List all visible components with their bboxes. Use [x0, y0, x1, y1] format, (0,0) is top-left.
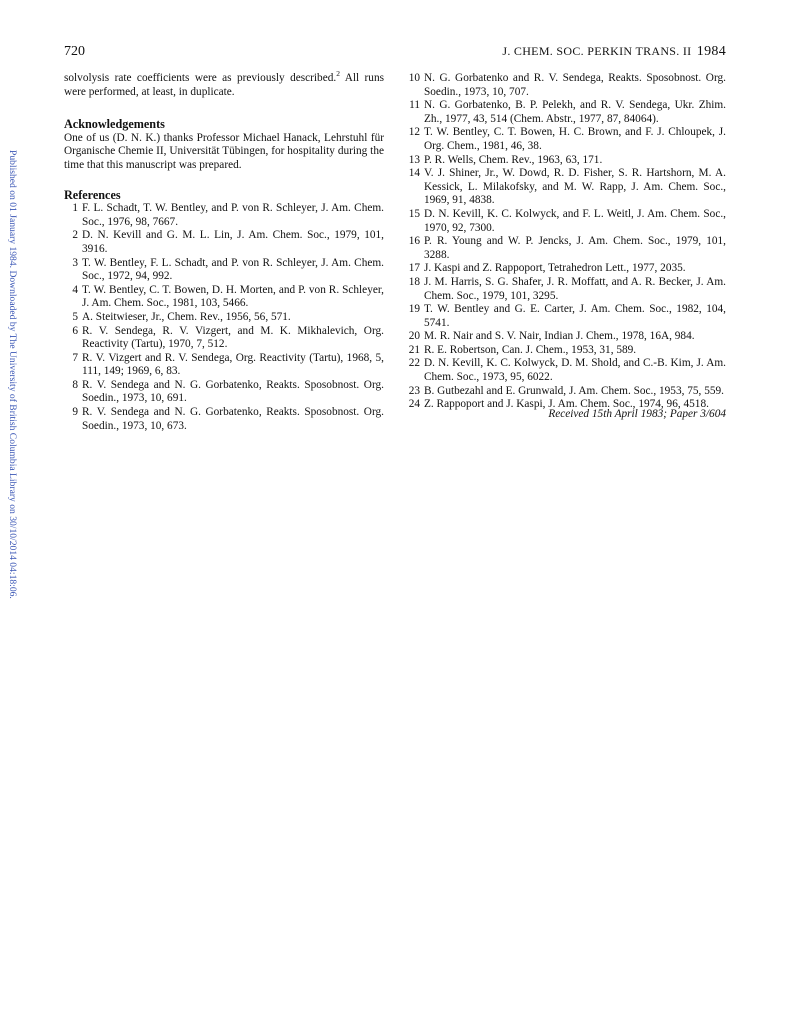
reference-text: D. N. Kevill, K. C. Kolwyck, D. M. Shold, and C.-B. Kim, J. Am. Chem. Soc., 1973, 95, 6022.: [424, 357, 726, 384]
journal-name: J. CHEM. SOC. PERKIN TRANS. II: [502, 44, 692, 58]
reference-number: 10: [408, 72, 420, 84]
reference-item: [406, 330, 726, 344]
intro-text-2: All runs were performed, at least, in duplicate.: [64, 72, 385, 98]
reference-text: B. Gutbezahl and E. Grunwald, J. Am. Chem. Soc., 1953, 75, 559.: [424, 384, 724, 397]
reference-number: 24: [408, 398, 420, 411]
reference-text: M. R. Nair and S. V. Nair, Indian J. Chem., 1978, 16A, 984.: [424, 330, 695, 343]
reference-text: T. W. Bentley and G. E. Carter, J. Am. Chem. Soc., 1982, 104, 5741.: [424, 303, 726, 329]
reference-item: [64, 257, 384, 284]
reference-number: 8: [72, 378, 78, 391]
reference-text: A. Steitwieser, Jr., Chem. Rev., 1956, 56, 571.: [82, 310, 291, 323]
reference-item: [406, 385, 726, 399]
reference-number: 20: [408, 330, 420, 343]
reference-number: 2: [72, 229, 78, 242]
reference-number: 7: [72, 351, 78, 364]
reference-number: 9: [72, 406, 78, 419]
references-heading: References: [64, 187, 121, 202]
reference-text: Z. Rappoport and J. Kaspi, J. Am. Chem. Soc., 1974, 96, 4518.: [424, 398, 709, 411]
reference-number: 22: [408, 357, 420, 370]
journal-year: 1984: [696, 44, 726, 59]
reference-text: P. R. Young and W. P. Jencks, J. Am. Chem. Soc., 1979, 101, 3288.: [424, 235, 726, 261]
reference-number: 19: [408, 303, 420, 316]
reference-item: [406, 167, 726, 208]
acknowledgements-text: One of us (D. N. K.) thanks Professor Michael Hanack, Lehrstuhl für Organische Chemie II, Universität Tübingen, for hospitality during the time that this manuscript was prepared.: [64, 131, 384, 171]
reference-text: R. V. Vizgert and R. V. Sendega, Org. Reactivity (Tartu), 1968, 5, 111, 149; 1969, 6, 83.: [82, 351, 384, 378]
reference-item: [64, 379, 384, 406]
left-column: [64, 69, 385, 433]
reference-item: [406, 344, 726, 358]
reference-text: N. G. Gorbatenko and R. V. Sendega, Reakts. Sposobnost. Org. Soedin., 1973, 10, 707.: [424, 72, 726, 98]
reference-list-right: [406, 72, 726, 412]
right-column: [406, 72, 726, 412]
journal-running-head: [502, 44, 726, 60]
reference-number: 4: [72, 283, 78, 296]
reference-number: 6: [72, 324, 78, 337]
intro-text-1: solvolysis rate coefficients were as previously described.: [64, 72, 337, 84]
reference-item: [64, 229, 384, 256]
reference-item: [64, 311, 384, 325]
reference-number: 18: [408, 275, 420, 288]
reference-number: 3: [72, 256, 78, 269]
reference-text: R. V. Sendega and N. G. Gorbatenko, Reakts. Sposobnost. Org. Soedin., 1973, 10, 673.: [82, 406, 384, 432]
reference-item: [406, 72, 726, 99]
reference-text: J. M. Harris, S. G. Shafer, J. R. Moffatt, and A. R. Becker, J. Am. Chem. Soc., 1979, 101, 3295.: [424, 275, 726, 302]
reference-item: [64, 202, 384, 229]
reference-list-left: [64, 202, 384, 433]
reference-text: T. W. Bentley, C. T. Bowen, D. H. Morten, and P. von R. Schleyer, J. Am. Chem. Soc., 1981, 103, 5466.: [82, 283, 384, 310]
reference-number: 12: [408, 126, 420, 139]
reference-item: [406, 208, 726, 235]
reference-item: [406, 303, 726, 330]
reference-text: J. Kaspi and Z. Rappoport, Tetrahedron Lett., 1977, 2035.: [424, 262, 686, 275]
reference-item: [64, 284, 384, 311]
download-watermark: [4, 150, 18, 650]
reference-item: [406, 99, 726, 126]
reference-number: 16: [408, 235, 420, 248]
reference-item: [406, 235, 726, 262]
reference-text: T. W. Bentley, F. L. Schadt, and P. von R. Schleyer, J. Am. Chem. Soc., 1972, 94, 992.: [82, 256, 384, 283]
page-header: [64, 44, 726, 62]
intro-footnote-ref: 2: [336, 69, 340, 79]
reference-item: [406, 357, 726, 384]
reference-text: F. L. Schadt, T. W. Bentley, and P. von R. Schleyer, J. Am. Chem. Soc., 1976, 98, 7667.: [82, 202, 384, 228]
acknowledgements-heading: Acknowledgements: [64, 117, 165, 132]
reference-text: R. V. Sendega and N. G. Gorbatenko, Reakts. Sposobnost. Org. Soedin., 1973, 10, 691.: [82, 378, 384, 405]
page-number: 720: [64, 44, 85, 59]
reference-item: [406, 262, 726, 276]
received-line: Received 15th April 1983; Paper 3/604: [548, 408, 726, 420]
reference-item: [64, 325, 384, 352]
reference-text: P. R. Wells, Chem. Rev., 1963, 63, 171.: [424, 153, 603, 166]
reference-number: 21: [408, 343, 420, 356]
reference-number: 14: [408, 167, 420, 180]
reference-number: 5: [72, 310, 78, 323]
reference-number: 17: [408, 262, 420, 275]
reference-number: 11: [409, 99, 420, 112]
intro-paragraph: [64, 69, 385, 99]
reference-text: N. G. Gorbatenko, B. P. Pelekh, and R. V. Sendega, Ukr. Zhim. Zh., 1977, 43, 514 (Chem. Abstr., 1977, 87, 84064).: [424, 99, 726, 125]
reference-item: [406, 276, 726, 303]
reference-text: D. N. Kevill and G. M. L. Lin, J. Am. Chem. Soc., 1979, 101, 3916.: [82, 229, 384, 255]
reference-text: R. E. Robertson, Can. J. Chem., 1953, 31, 589.: [424, 343, 637, 356]
reference-item: [406, 126, 726, 153]
download-notice: Published on 01 January 1984. Downloaded by The University of British Columbia Library on 30/10/2014 04:18:06.: [7, 150, 18, 599]
reference-number: 23: [408, 384, 420, 397]
reference-text: D. N. Kevill, K. C. Kolwyck, and F. L. Weitl, J. Am. Chem. Soc., 1970, 92, 7300.: [424, 207, 726, 234]
reference-number: 1: [72, 202, 78, 215]
reference-item: [64, 406, 384, 433]
reference-number: 13: [408, 153, 420, 166]
reference-item: [406, 154, 726, 168]
reference-text: V. J. Shiner, Jr., W. Dowd, R. D. Fisher, S. R. Hartshorn, M. A. Kessick, L. Milakofsky, and M. W. Rapp, J. Am. Chem. Soc., 1969, 91, 4838.: [424, 167, 726, 207]
reference-text: R. V. Sendega, R. V. Vizgert, and M. K. Mikhalevich, Org. Reactivity (Tartu), 1970, 7, 512.: [82, 324, 384, 351]
reference-number: 15: [408, 207, 420, 220]
reference-text: T. W. Bentley, C. T. Bowen, H. C. Brown, and F. J. Chloupek, J. Org. Chem., 1981, 46, 38.: [424, 126, 726, 152]
reference-item: [64, 352, 384, 379]
